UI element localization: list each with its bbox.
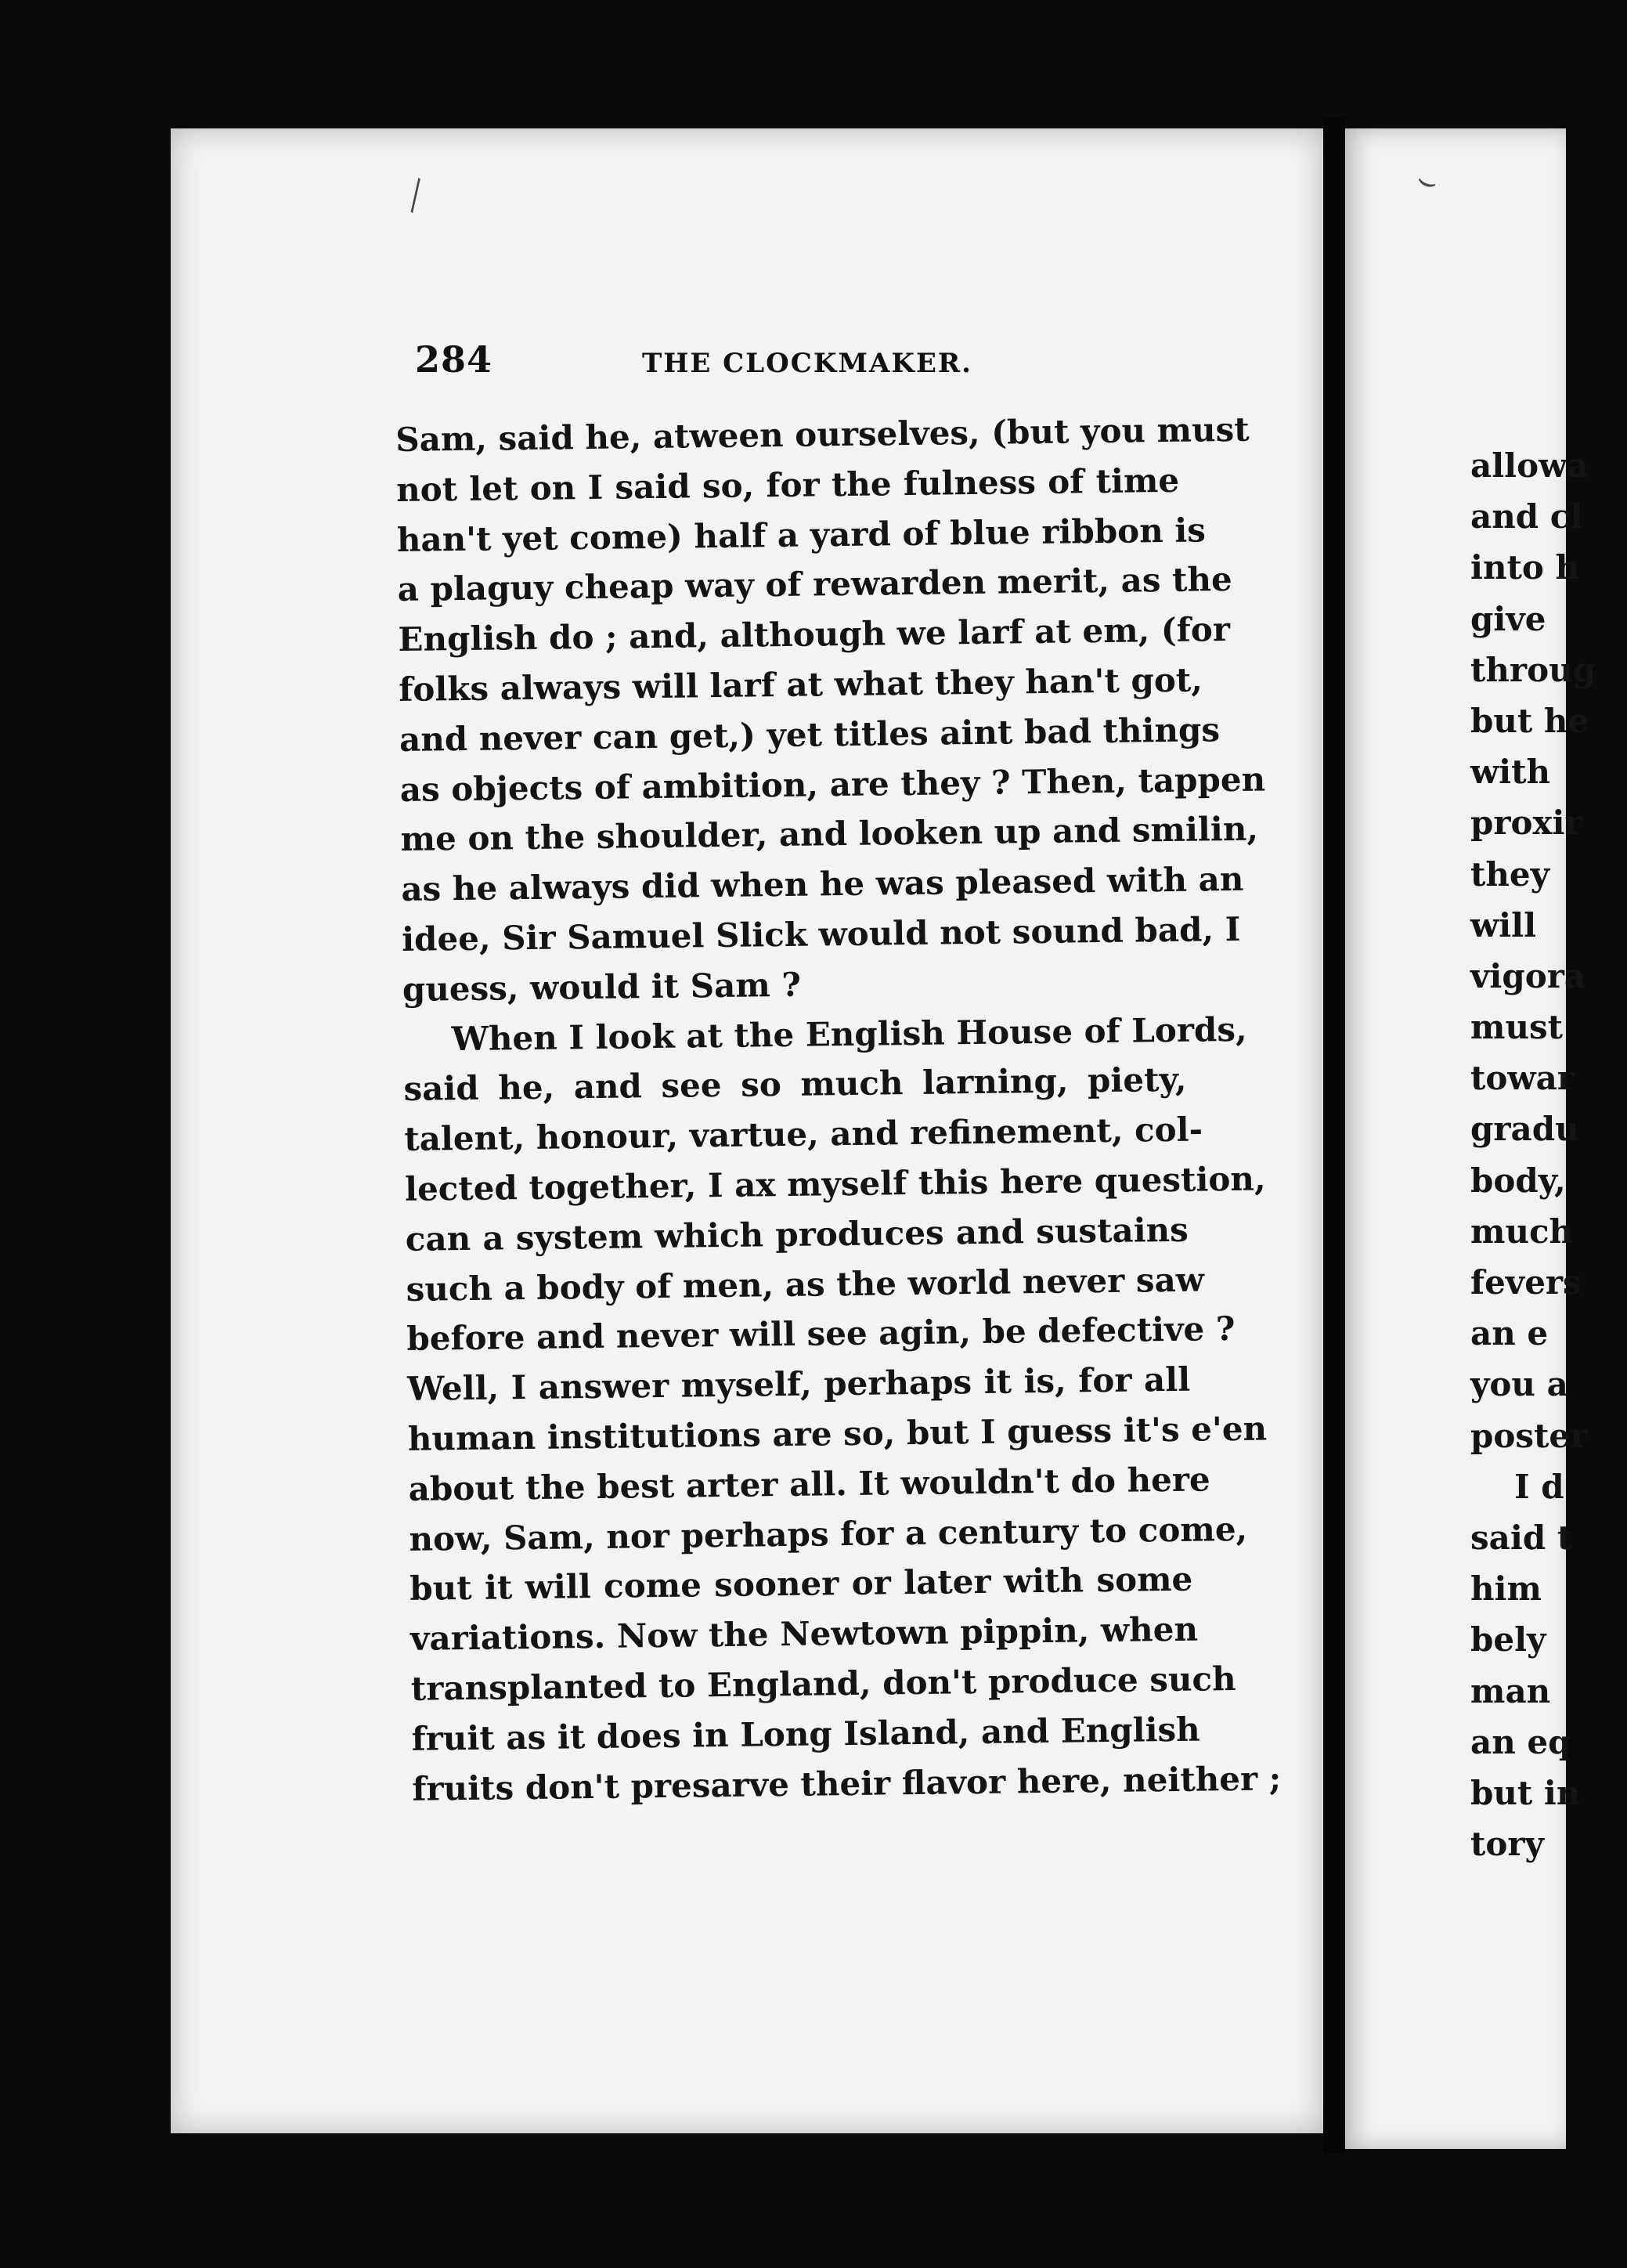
text-line: fruits don't presarve their flavor here, neither ;	[412, 1758, 1282, 1808]
text-line: transplanted to England, don't produce such	[410, 1659, 1236, 1708]
page-number: 284	[415, 338, 493, 381]
text-line: a plaguy cheap way of rewarden merit, as the	[397, 560, 1233, 609]
right-text-line: an eq	[1470, 1722, 1571, 1761]
text-line: Sam, said he, atween ourselves, (but you must	[395, 410, 1250, 459]
right-text-line: much	[1470, 1212, 1574, 1251]
right-text-line: they	[1470, 854, 1550, 894]
right-text-line: allowa	[1470, 446, 1589, 485]
text-line: When I look at the English House of Lords,	[451, 1009, 1247, 1058]
right-page-body-text	[1470, 440, 1627, 1869]
text-line: me on the shoulder, and looken up and smilin,	[400, 809, 1259, 859]
right-text-line: an e	[1470, 1314, 1549, 1353]
right-text-line: will	[1470, 905, 1537, 944]
right-text-line: throug	[1470, 650, 1596, 689]
right-text-line: with	[1470, 753, 1551, 792]
text-line: said he, and see so much larning, piety,	[403, 1060, 1187, 1109]
margin-stray-mark: ╲	[399, 179, 431, 213]
right-text-line: poster	[1470, 1416, 1588, 1455]
text-line: Well, I answer myself, perhaps it is, for all	[406, 1360, 1191, 1409]
text-line: folks always will larf at what they han't got,	[398, 660, 1203, 709]
right-text-line: fevers	[1470, 1263, 1582, 1302]
right-text-line: man	[1470, 1671, 1551, 1710]
text-line: English do ; and, although we larf at em, (for	[398, 610, 1231, 659]
text-line: as he always did when he was pleased with an	[401, 859, 1244, 909]
text-line: and never can get,) yet titles aint bad things	[399, 710, 1221, 759]
book-gutter	[1323, 117, 1345, 2154]
text-line: as objects of ambition, are they ? Then, tappen	[399, 760, 1266, 809]
right-text-line: and cl	[1470, 497, 1583, 536]
text-line: guess, would it Sam ?	[402, 965, 802, 1009]
right-text-line: vigora	[1470, 956, 1586, 995]
right-text-line: him	[1470, 1569, 1542, 1609]
right-text-line: said t	[1470, 1518, 1573, 1557]
left-page-body-text	[395, 406, 1282, 1814]
right-text-line: bely	[1470, 1620, 1546, 1659]
right-text-line: you a	[1470, 1365, 1568, 1404]
text-line: lected together, I ax myself this here question,	[404, 1159, 1266, 1208]
right-text-line: I d	[1514, 1467, 1564, 1506]
right-text-line: must	[1470, 1008, 1564, 1047]
text-line: such a body of men, as the world never saw	[406, 1260, 1205, 1309]
right-text-line: but in	[1470, 1773, 1581, 1812]
page-header	[415, 338, 1198, 385]
text-line: now, Sam, nor perhaps for a century to come,	[409, 1509, 1248, 1558]
text-line: fruit as it does in Long Island, and English	[411, 1710, 1200, 1758]
right-margin-stray-mark: ⌣	[1411, 160, 1444, 202]
running-head: THE CLOCKMAKER.	[642, 348, 972, 379]
text-line: talent, honour, vartue, and refinement, col-	[403, 1110, 1203, 1159]
right-text-line: body,	[1470, 1161, 1566, 1200]
text-line: variations. Now the Newtown pippin, when	[409, 1609, 1199, 1659]
text-line: before and never will see agin, be defective ?	[406, 1309, 1236, 1359]
right-text-line: towar	[1470, 1059, 1575, 1098]
right-text-line: proxir	[1470, 804, 1582, 843]
right-text-line: but he	[1470, 701, 1589, 740]
right-text-line: give	[1470, 599, 1546, 638]
text-line: can a system which produces and sustains	[405, 1210, 1189, 1259]
right-text-line: gradu	[1470, 1110, 1579, 1149]
text-line: han't yet come) half a yard of blue ribbon is	[396, 510, 1207, 559]
text-line: about the best arter all. It wouldn't do here	[408, 1460, 1210, 1508]
text-line: but it will come sooner or later with some	[409, 1560, 1193, 1609]
right-text-line: into h	[1470, 548, 1580, 587]
text-line: not let on I said so, for the fulness of time	[395, 460, 1180, 509]
text-line: idee, Sir Samuel Slick would not sound bad, I	[401, 909, 1241, 959]
right-text-line: tory	[1470, 1825, 1544, 1864]
text-line: human institutions are so, but I guess it's e'en	[407, 1409, 1268, 1458]
